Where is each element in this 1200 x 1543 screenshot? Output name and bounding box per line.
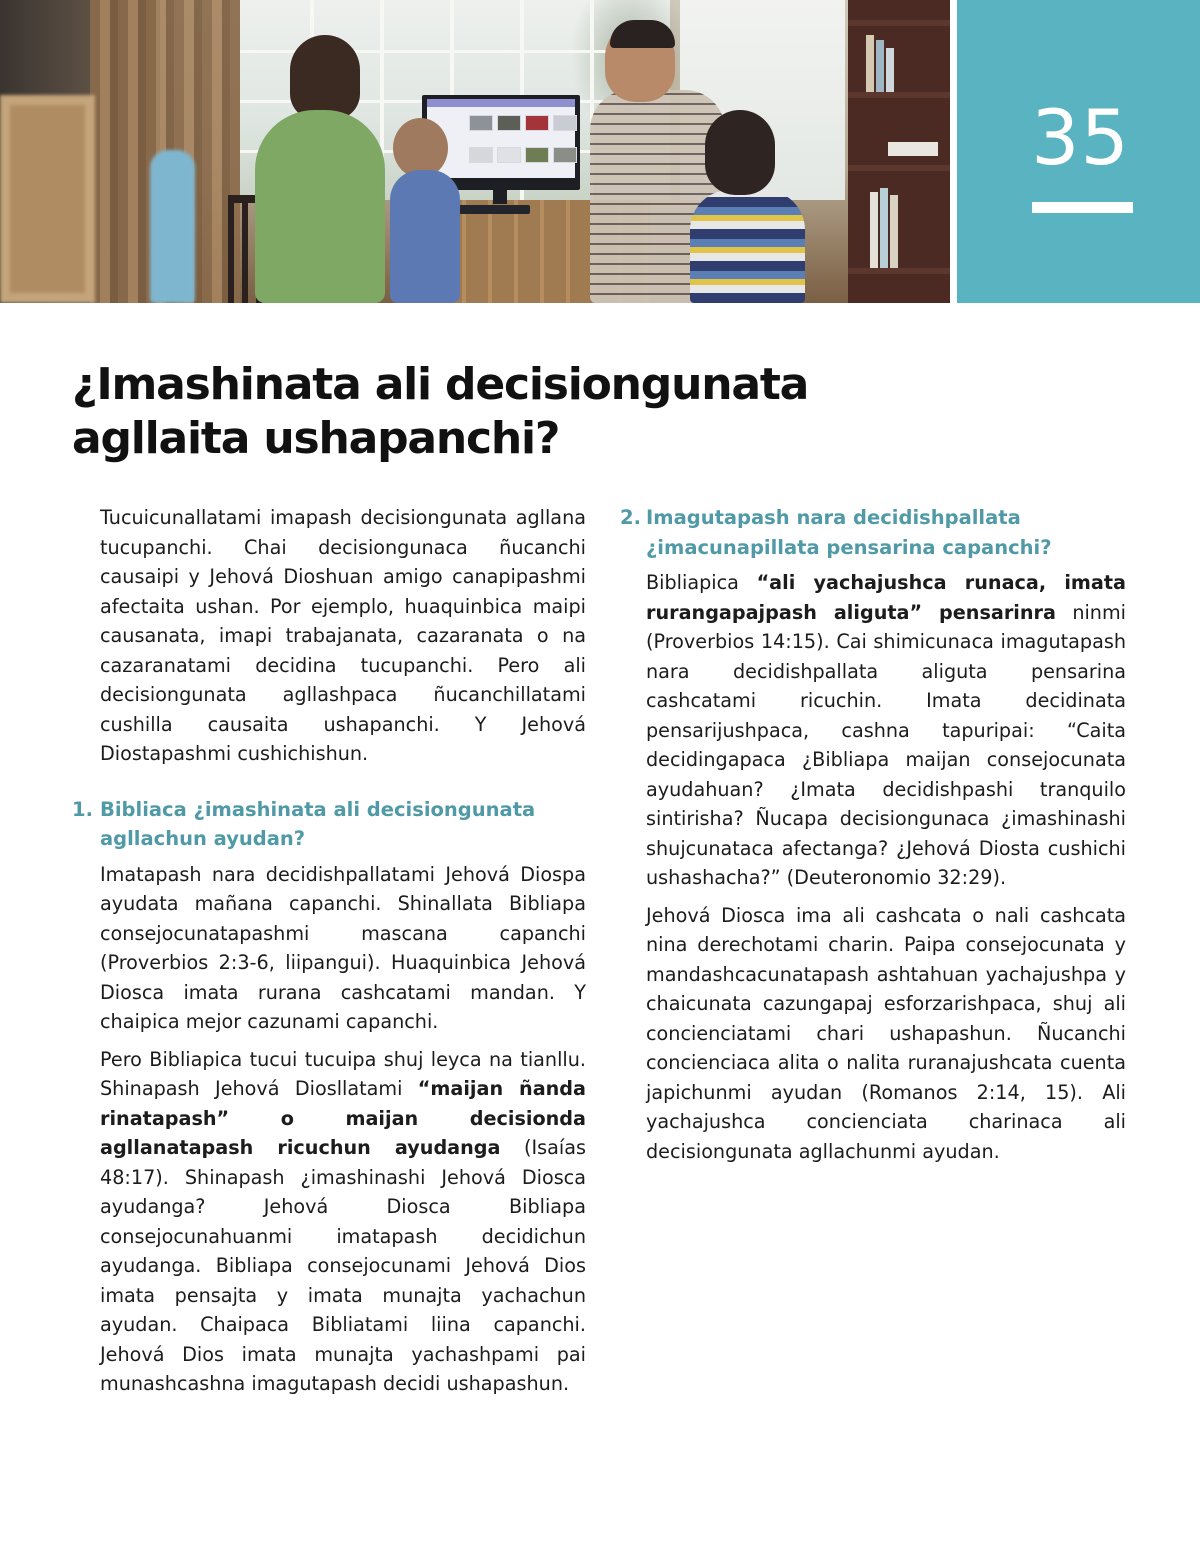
shelf-board (848, 92, 950, 98)
mother-head (290, 35, 360, 120)
paragraph-text: ninmi (Proverbios 14:15). Cai shimicunaca imagutapash nara decidishpallata aliguta pensarina cashcatami ricuchin. Imata decidinata pensarijushpaca, cashna tapuripai: “Caita decidingapaca ¿Bibliapa maijan consejocunata ayudahuan? ¿Imata decidishpashi tranquilo sintirisha? Ñucapa decisiongunaca ¿imashinashi shujcunataca afectanga? ¿Jehová Diosta cushichi ushashacha?” (Deuteronomio 32:29). (646, 600, 1126, 889)
car-listing (525, 115, 549, 131)
son-head (705, 110, 775, 195)
section-1-paragraph-2 (72, 1045, 586, 1399)
picture-frame (0, 95, 95, 303)
monitor-screen (427, 99, 575, 178)
mother (255, 110, 385, 303)
shelf-board (848, 268, 950, 274)
paragraph-text: Pero Bibliapica tucui tucuipa shuj leyca na tianllu. Shinapash Jehová Diosllatami (100, 1047, 586, 1100)
book (870, 192, 878, 268)
paragraph-text: Bibliapica (646, 571, 757, 594)
section-2-paragraph-1 (620, 568, 1126, 893)
bible-quote-bold: “ali yachajushca runaca, imata rurangapajpash aliguta” pensarinra (646, 571, 1126, 624)
page-title: ¿Imashinata ali decisiongunata agllaita ushapanchi? (72, 359, 809, 464)
screen-header-bar (427, 99, 575, 107)
book (890, 195, 898, 268)
shelf-board (848, 165, 950, 171)
car-listing (469, 147, 493, 163)
baby-bottle (150, 150, 195, 303)
intro-paragraph: Tucuicunallatami imapash decisiongunata agllana tucupanchi. Chai decisiongunaca ñucanchi causaipi y Jehová Dioshuan amigo canapipashmi afectaita ushan. Por ejemplo, huaquinbica maipi causanata, imapi trabajanata, cazaranata o na cazaranatami decidina tucupanchi. Pero ali decisiongunata agllashpaca ñucanchillatami cushilla causaita ushapanchi. Y Jehová Diostapashmi cushichishun. (100, 506, 586, 765)
right-column (620, 503, 1126, 1174)
son (690, 190, 805, 303)
father-hair (610, 20, 675, 48)
section-question: Bibliaca ¿imashinata ali decisiongunata agllachun ayudan? (100, 797, 536, 850)
baby-head (393, 118, 448, 178)
chapter-badge (957, 0, 1200, 303)
car-listing (553, 115, 577, 131)
book (880, 188, 888, 268)
book (888, 142, 938, 156)
book (886, 48, 894, 92)
car-listing (497, 115, 521, 131)
section-question: Imagutapash nara decidishpallata ¿imacunapillata pensarina capanchi? (646, 506, 1052, 559)
book (876, 40, 884, 92)
section-2-paragraph-2: Jehová Diosca ima ali cashcata o nali cashcata nina derechotami charin. Paipa consejocunata y mandashcacunatapash ashtahuan yachajushpa y chaicunata cazungapaj esforzarishpaca, shuj ali concienciatami chari ushapashun. Ñucanchi concienciaca alita o nalita ruranajushcata cuenta japichunmi ayudan (Romanos 2:14, 15). Ali yachajushca concienciata charinaca ali decisiongunata agllachunmi ayudan. (646, 903, 1126, 1163)
bookshelf (848, 0, 950, 303)
bible-quote-bold: “maijan ñanda rinatapash” o maijan decisionda agllanatapash ricuchun ayudanga (100, 1077, 586, 1159)
car-listing (469, 115, 493, 131)
section-number: 1. (72, 797, 93, 821)
paragraph-text: (Isaías 48:17). Shinapash ¿imashinashi Jehová Diosca ayudanga? Jehová Diosca Bibliapa consejocunahuanmi imatapash decidichun ayudanga. Bibliapa consejocunami Jehová Dios imata pensajta y imata munajta yachachun ayudan. Chaipaca Bibliatami liina capanchi. Jehová Dios imata munajta yachashpami pai munashcashna imagutapash decidi ushapashun. (100, 1136, 586, 1395)
section-number: 2. (620, 506, 641, 529)
monitor-stand (493, 190, 507, 204)
car-listing (525, 147, 549, 163)
car-listing (553, 147, 577, 163)
section-heading-2 (620, 503, 1126, 562)
left-column (72, 503, 586, 1407)
car-listing (497, 147, 521, 163)
section-1-paragraph-1: Imatapash nara decidishpallatami Jehová Diospa ayudata mañana capanchi. Shinallata Bibliapa consejocunatapashmi mascana capanchi (Proverbios 2:3-6, liipangui). Huaquinbica Jehová Diosca imata rurana cashcatami mandan. Y chaipica mejor cazunami capanchi. (100, 862, 586, 1033)
section-heading-1 (72, 795, 586, 854)
chapter-underline (1032, 202, 1133, 213)
shelf-board (848, 20, 950, 26)
chapter-number: 35 (1031, 93, 1130, 182)
hero-photo (0, 0, 950, 303)
baby (390, 170, 460, 303)
book (866, 35, 874, 92)
keyboard (450, 205, 530, 214)
